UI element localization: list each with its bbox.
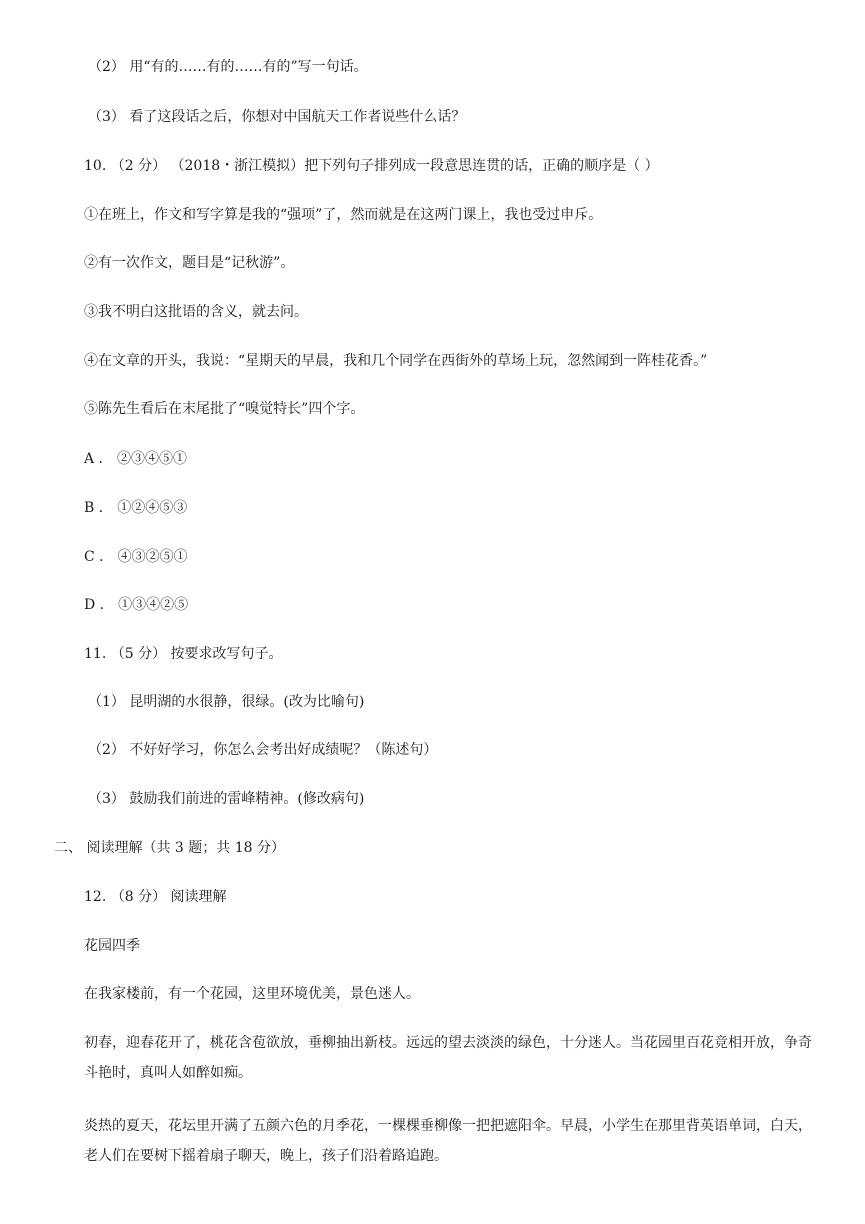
q9-sub3-text: （3） 看了这段话之后，你想对中国航天工作者说些什么话？ <box>88 109 466 125</box>
q10-sentence-3: ③我不明白这批语的含义，就去问。 <box>84 304 308 320</box>
q10-option-a[interactable]: A ． ②③④⑤① <box>84 451 188 467</box>
q11-sub2: （2） 不好好学习，你怎么会考出好成绩呢？（陈述句） <box>88 742 438 758</box>
passage-paragraph-3: 炎热的夏天，花坛里开满了五颜六色的月季花，一棵棵垂柳像一把把遮阳伞。早晨，小学生在那里背英语单词，白天，老人们在要树下摇着扇子聊天，晚上，孩子们沿着路追跑。 <box>84 1118 812 1164</box>
passage-paragraph-1: 在我家楼前，有一个花园，这里环境优美，景色迷人。 <box>84 986 420 1002</box>
passage-paragraph-2: 初春，迎春花开了，桃花含苞欲放，垂柳抽出新枝。远远的望去淡淡的绿色，十分迷人。当花园里百花竞相开放，争奇斗艳时，真叫人如醉如痴。 <box>84 1035 812 1081</box>
q10-sentence-2: ②有一次作文，题目是“记秋游”。 <box>84 255 295 271</box>
q10-stem: 10. （2 分） （2018・浙江模拟）把下列句子排列成一段意思连贯的话，正确的顺序是（ ） <box>84 158 659 174</box>
q10-sentence-1: ①在班上，作文和写字算是我的“强项”了，然而就是在这两门课上，我也受过申斥。 <box>84 207 603 223</box>
q11-stem: 11. （5 分） 按要求改写句子。 <box>84 646 283 662</box>
section-heading-reading: 二、 阅读理解（共 3 题；共 18 分） <box>54 840 285 856</box>
q10-sentence-4: ④在文章的开头，我说：“星期天的早晨，我和几个同学在西街外的草场上玩，忽然闻到一阵桂花香。” <box>84 353 708 369</box>
q9-sub2-text: （2） 用“有的……有的……有的”写一句话。 <box>88 59 368 75</box>
q10-sentence-5: ⑤陈先生看后在末尾批了“嗅觉特长”四个字。 <box>84 401 365 417</box>
q12-stem: 12. （8 分） 阅读理解 <box>84 889 227 905</box>
q10-option-b[interactable]: B ． ①②④⑤③ <box>84 500 188 516</box>
q10-option-d[interactable]: D ． ①③④②⑤ <box>84 597 189 613</box>
q11-sub1: （1） 昆明湖的水很静，很绿。(改为比喻句) <box>88 694 365 710</box>
q11-sub3: （3） 鼓励我们前进的雷峰精神。(修改病句) <box>88 791 365 807</box>
q10-option-c[interactable]: C ． ④③②⑤① <box>84 549 188 565</box>
passage-title: 花园四季 <box>84 938 140 954</box>
